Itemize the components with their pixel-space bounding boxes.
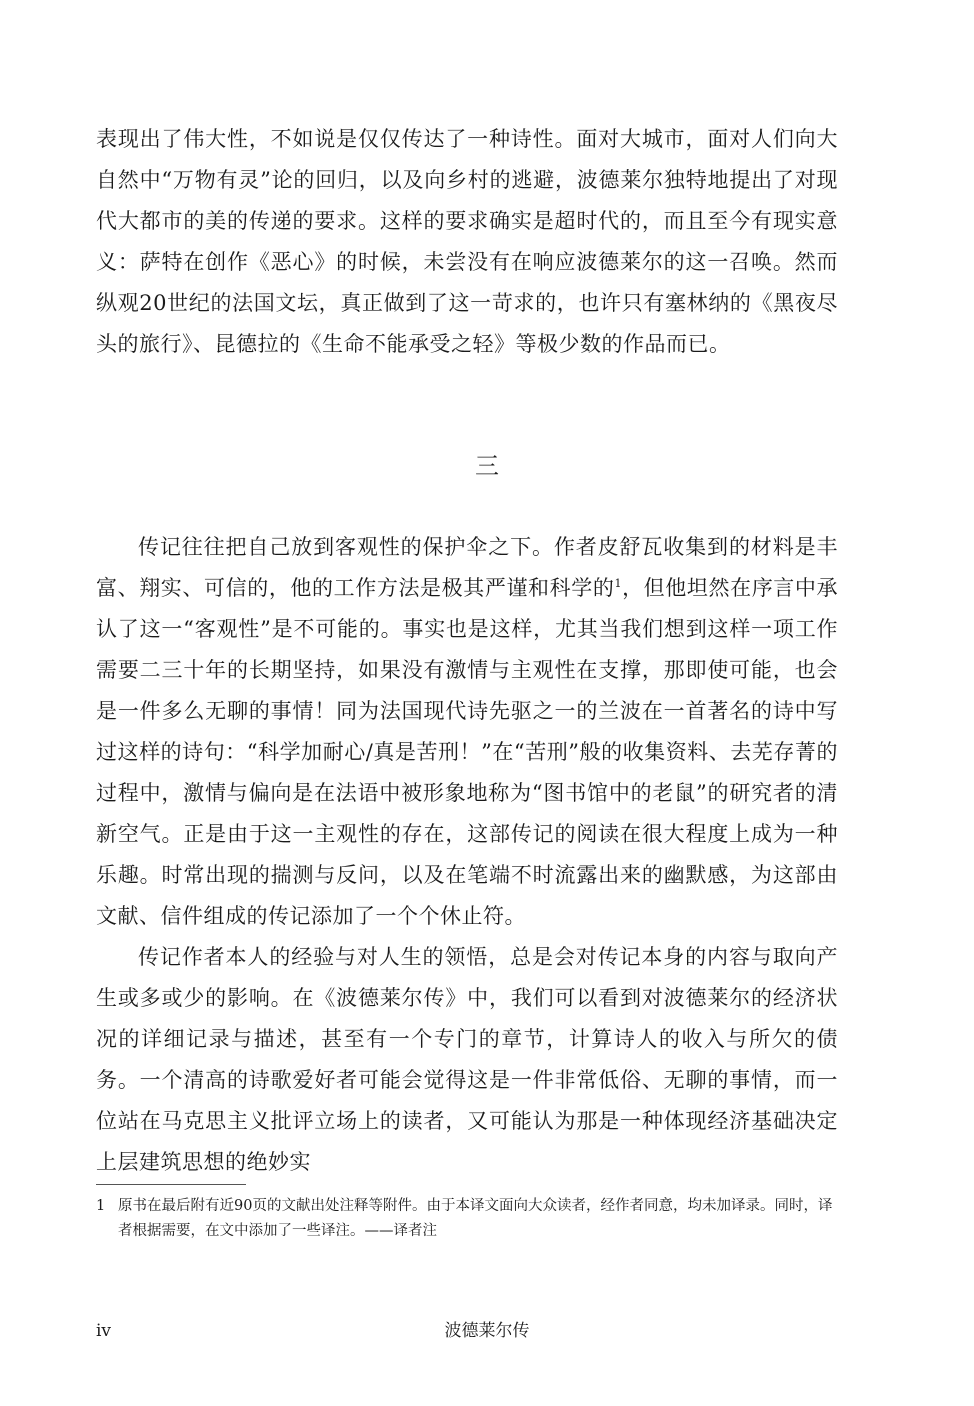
paragraph: 传记作者本人的经验与对人生的领悟，总是会对传记本身的内容与取向产生或多或少的影响。在《波德莱尔传》中，我们可以看到对波德莱尔的经济状况的详细记录与描述，甚至有一个专门的章节，计算诗人的收入与所欠的债务。一个清高的诗歌爱好者可能会觉得这是一件非常低俗、无聊的事情，而一位站在马克思主义批评立场上的读者，又可能认为那是一种体现经济基础决定上层建筑思想的绝妙实 [96, 945, 838, 1174]
paragraph-text: 传记往往把自己放到客观性的保护伞之下。作者皮舒瓦收集到的材料是丰富、翔实、可信的，他的工作方法是极其严谨和科学的 [96, 535, 838, 600]
section-heading: 三 [475, 452, 499, 480]
footnote-number: 1 [96, 1198, 106, 1214]
footnote-reference[interactable]: 1 [614, 577, 622, 590]
footnote-divider [96, 1184, 246, 1185]
text-block-top [96, 119, 838, 365]
paragraph [96, 527, 838, 937]
text-block-main [96, 527, 838, 1183]
footnote-text: 原书在最后附有近90页的文献出处注释等附件。由于本译文面向大众读者，经作者同意，均未加译录。同时，译者根据需要，在文中添加了一些译注。——译者注 [118, 1198, 833, 1239]
running-title: 波德莱尔传 [444, 1321, 530, 1341]
paragraph: 表现出了伟大性，不如说是仅仅传达了一种诗性。面对大城市，面对人们向大自然中“万物有灵”论的回归，以及向乡村的逃避，波德莱尔独特地提出了对现代大都市的美的传递的要求。这样的要求确实是超时代的，而且至今有现实意义：萨特在创作《恶心》的时候，未尝没有在响应波德莱尔的这一召唤。然而纵观20世纪的法国文坛，真正做到了这一苛求的，也许只有塞林纳的《黑夜尽头的旅行》、昆德拉的《生命不能承受之轻》等极少数的作品而已。 [96, 127, 838, 356]
page-number: iv [96, 1321, 112, 1341]
paragraph-text: ，但他坦然在序言中承认了这一“客观性”是不可能的。事实也是这样，尤其当我们想到这样一项工作需要二三十年的长期坚持，如果没有激情与主观性在支撑，那即使可能，也会是一件多么无聊的事情！同为法国现代诗先驱之一的兰波在一首著名的诗中写过这样的诗句：“科学加耐心/真是苦刑！”在“苦刑”般的收集资料、去芜存菁的过程中，激情与偏向是在法语中被形象地称为“图书馆中的老鼠”的研究者的清新空气。正是由于这一主观性的存在，这部传记的阅读在很大程度上成为一种乐趣。时常出现的揣测与反问，以及在笔端不时流露出来的幽默感，为这部由文献、信件组成的传记添加了一个个休止符。 [96, 576, 838, 928]
footnote [96, 1194, 838, 1244]
